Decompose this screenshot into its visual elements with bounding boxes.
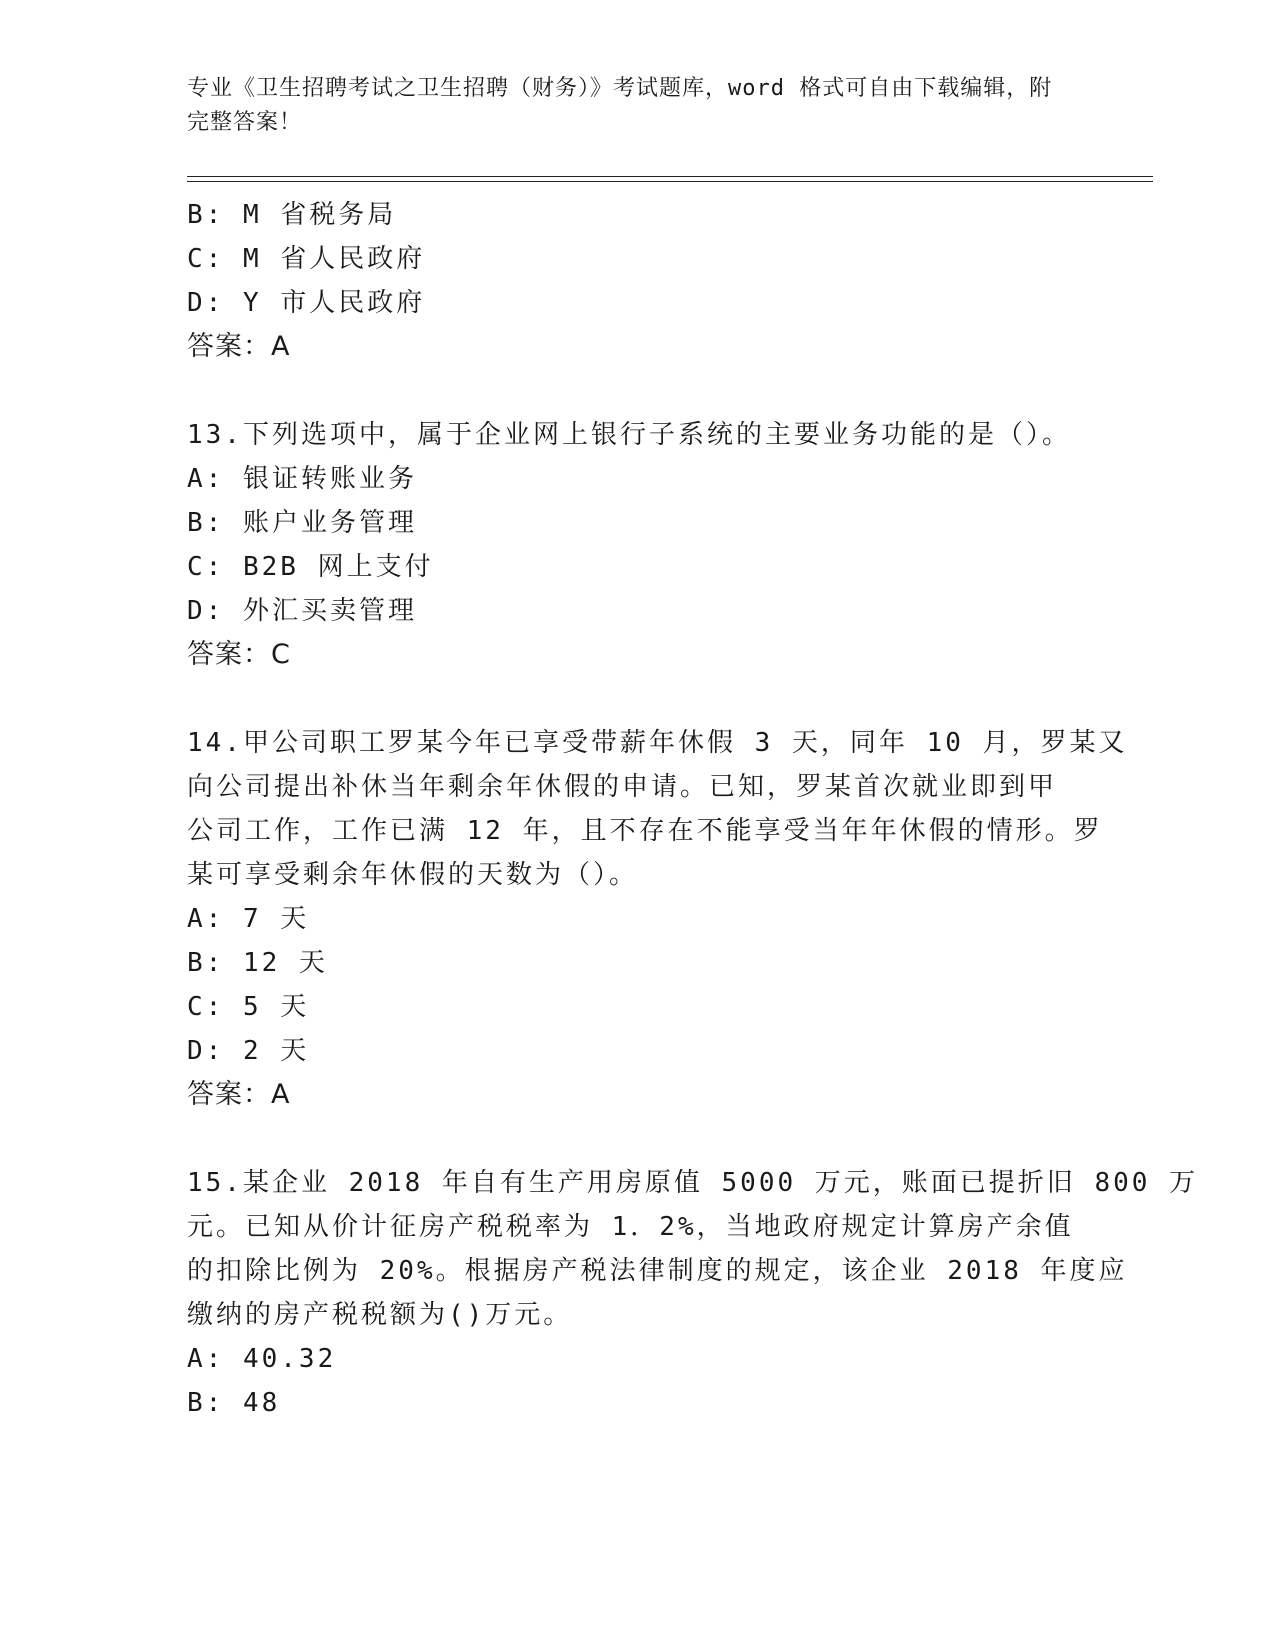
q13-option-a: A: 银证转账业务 (187, 464, 417, 494)
q15-option-b: B: 48 (187, 1388, 281, 1418)
q13-option-b: B: 账户业务管理 (187, 508, 417, 538)
q14-stem-line-1: 14.甲公司职工罗某今年已享受带薪年休假 3 天，同年 10 月，罗某又 (187, 728, 1128, 758)
q13-stem: 13.下列选项中，属于企业网上银行子系统的主要业务功能的是（）。 (187, 420, 1071, 450)
q14-option-a: A: 7 天 (187, 904, 310, 934)
q15-option-a: A: 40.32 (187, 1344, 337, 1374)
header-rule-top (187, 176, 1153, 177)
header-rule-bottom (187, 181, 1153, 182)
q12-option-d: D: Y 市人民政府 (187, 288, 426, 318)
q15-stem-line-2: 元。已知从价计征房产税税率为 1．2%，当地政府规定计算房产余值 (187, 1212, 1074, 1242)
document-header: 专业《卫生招聘考试之卫生招聘（财务）》考试题库，word 格式可自由下载编辑，附完整答案！ (187, 76, 1053, 135)
q13-answer: 答案：C (187, 639, 291, 670)
q14-stem-line-4: 某可享受剩余年休假的天数为（）。 (187, 860, 639, 890)
q14-answer: 答案：A (187, 1079, 291, 1110)
q14-option-c: C: 5 天 (187, 992, 310, 1022)
q12-answer: 答案：A (187, 331, 291, 362)
q12-option-c: C: M 省人民政府 (187, 244, 426, 274)
q12-option-b: B: M 省税务局 (187, 200, 397, 230)
q14-option-b: B: 12 天 (187, 948, 328, 978)
q14-stem-line-3: 公司工作，工作已满 12 年，且不存在不能享受当年年休假的情形。罗 (187, 816, 1103, 846)
q15-stem-line-4: 缴纳的房产税税额为()万元。 (187, 1300, 573, 1330)
q13-option-d: D: 外汇买卖管理 (187, 596, 417, 626)
q14-stem-line-2: 向公司提出补休当年剩余年休假的申请。已知，罗某首次就业即到甲 (187, 772, 1058, 802)
q15-stem-line-1: 15.某企业 2018 年自有生产用房原值 5000 万元，账面已提折旧 800 万 (187, 1168, 1199, 1198)
q13-option-c: C: B2B 网上支付 (187, 552, 434, 582)
q14-option-d: D: 2 天 (187, 1036, 310, 1066)
q15-stem-line-3: 的扣除比例为 20%。根据房产税法律制度的规定，该企业 2018 年度应 (187, 1256, 1128, 1286)
